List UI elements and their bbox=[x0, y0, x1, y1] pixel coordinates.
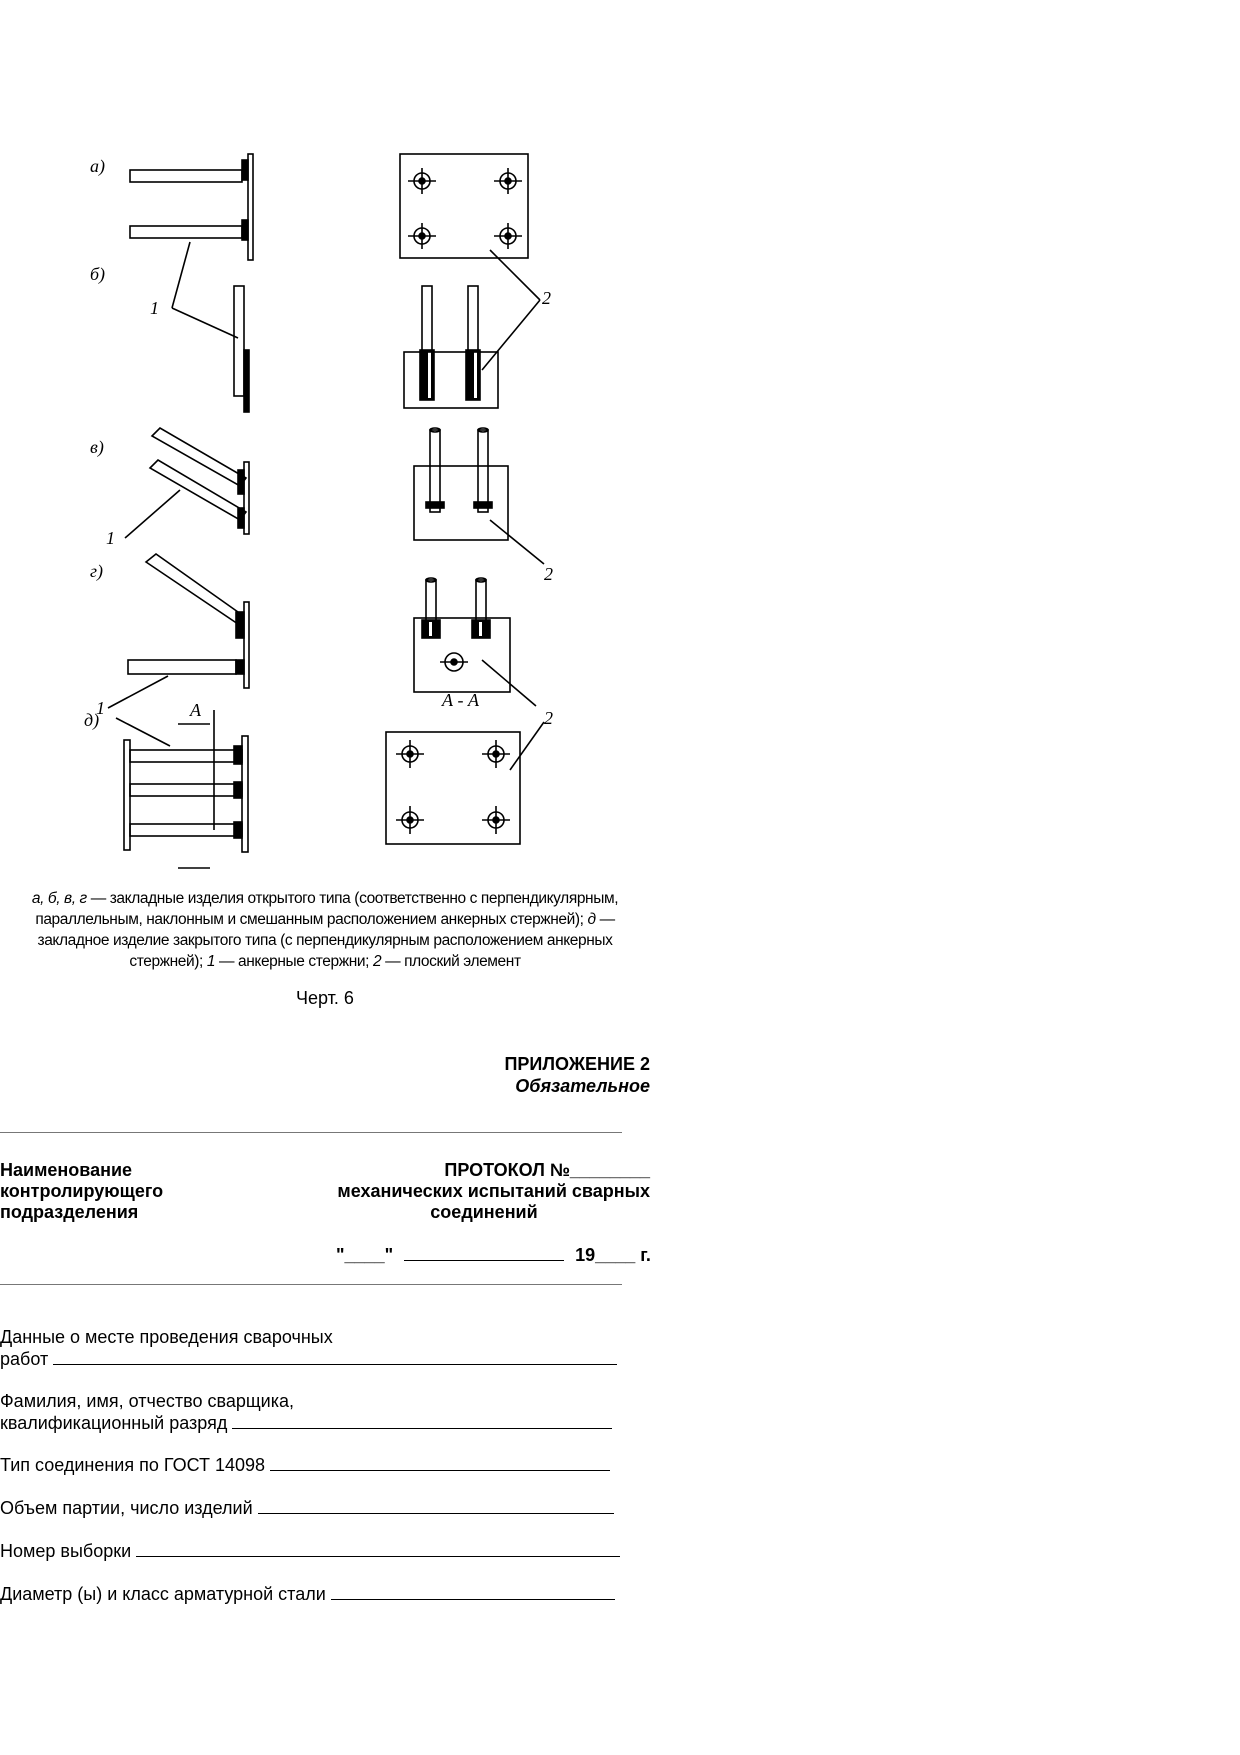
protocol-line-2: механических испытаний сварных bbox=[337, 1181, 650, 1201]
org-label-line-3: подразделения bbox=[0, 1202, 139, 1222]
label-A-top: А bbox=[190, 700, 201, 720]
label-v: в) bbox=[90, 437, 104, 457]
org-label bbox=[0, 1160, 240, 1223]
label-a: а) bbox=[90, 156, 105, 176]
field-welder-label: квалификационный разряд bbox=[0, 1413, 228, 1433]
field-welder-blank[interactable] bbox=[232, 1412, 612, 1429]
field-place bbox=[0, 1326, 617, 1370]
label-2-lower: 2 bbox=[544, 708, 553, 728]
field-batch bbox=[0, 1497, 614, 1519]
top-rule bbox=[0, 1132, 622, 1133]
anchor-holes-a bbox=[408, 168, 522, 249]
field-diameter bbox=[0, 1583, 615, 1605]
caption-italic-2: д bbox=[587, 911, 596, 928]
figure-label: Черт. 6 bbox=[296, 988, 354, 1008]
caption-italic-3: 1 bbox=[206, 953, 216, 970]
label-g: г) bbox=[90, 561, 104, 581]
label-1-upper: 1 bbox=[150, 298, 159, 318]
date-month-blank bbox=[404, 1244, 564, 1261]
label-2-middle: 2 bbox=[544, 564, 553, 584]
field-sample-blank[interactable] bbox=[136, 1540, 620, 1557]
protocol-title bbox=[318, 1160, 650, 1223]
protocol-line-3: соединений bbox=[430, 1202, 538, 1222]
field-place-line-1: Данные о месте проведения сварочных bbox=[0, 1327, 333, 1347]
figure-caption bbox=[0, 888, 650, 972]
appendix-title: ПРИЛОЖЕНИЕ 2 bbox=[504, 1054, 650, 1074]
caption-italic-1: а, б, в, г bbox=[31, 890, 87, 907]
date-day: "____" bbox=[336, 1245, 394, 1265]
caption-text-2: — закладное изделие закрытого типа (с перпендикулярным расположением анкерных стержней); bbox=[37, 911, 615, 970]
caption-text-4: — плоский элемент bbox=[381, 953, 521, 970]
field-place-label: работ bbox=[0, 1349, 49, 1369]
label-b: б) bbox=[90, 264, 106, 284]
header-rule bbox=[0, 1284, 622, 1285]
field-batch-blank[interactable] bbox=[258, 1497, 614, 1514]
field-joint-type-label: Тип соединения по ГОСТ 14098 bbox=[0, 1455, 266, 1475]
date-year: 19____ г. bbox=[575, 1245, 651, 1265]
field-sample-label: Номер выборки bbox=[0, 1541, 132, 1561]
anchor-holes-d bbox=[396, 740, 510, 834]
field-joint-type bbox=[0, 1454, 610, 1476]
label-2-upper: 2 bbox=[542, 288, 551, 308]
field-joint-type-blank[interactable] bbox=[270, 1454, 610, 1471]
field-welder-line-1: Фамилия, имя, отчество сварщика, bbox=[0, 1391, 295, 1411]
org-label-line-2: контролирующего bbox=[0, 1181, 164, 1201]
label-section-A-A: А - А bbox=[442, 690, 479, 710]
caption-text-3: — анкерные стержни; bbox=[215, 953, 373, 970]
caption-italic-4: 2 bbox=[372, 953, 382, 970]
field-diameter-label: Диаметр (ы) и класс арматурной стали bbox=[0, 1584, 326, 1604]
field-welder bbox=[0, 1390, 612, 1434]
appendix-subtitle: Обязательное bbox=[515, 1076, 650, 1096]
field-diameter-blank[interactable] bbox=[331, 1583, 615, 1600]
field-batch-label: Объем партии, число изделий bbox=[0, 1498, 253, 1518]
field-sample bbox=[0, 1540, 620, 1562]
field-place-blank[interactable] bbox=[53, 1348, 617, 1365]
protocol-number: ПРОТОКОЛ №________ bbox=[444, 1160, 650, 1180]
label-1-lower: 1 bbox=[96, 698, 105, 718]
technical-drawing bbox=[70, 140, 590, 880]
caption-text-1: — закладные изделия открытого типа (соответственно с перпендикулярным, параллельным, наклонным и смешанным расположением анкерных стержней); bbox=[35, 890, 619, 928]
protocol-date bbox=[336, 1244, 651, 1266]
label-d: д) bbox=[84, 710, 100, 730]
label-1-middle: 1 bbox=[106, 528, 115, 548]
org-label-line-1: Наименование bbox=[0, 1160, 133, 1180]
